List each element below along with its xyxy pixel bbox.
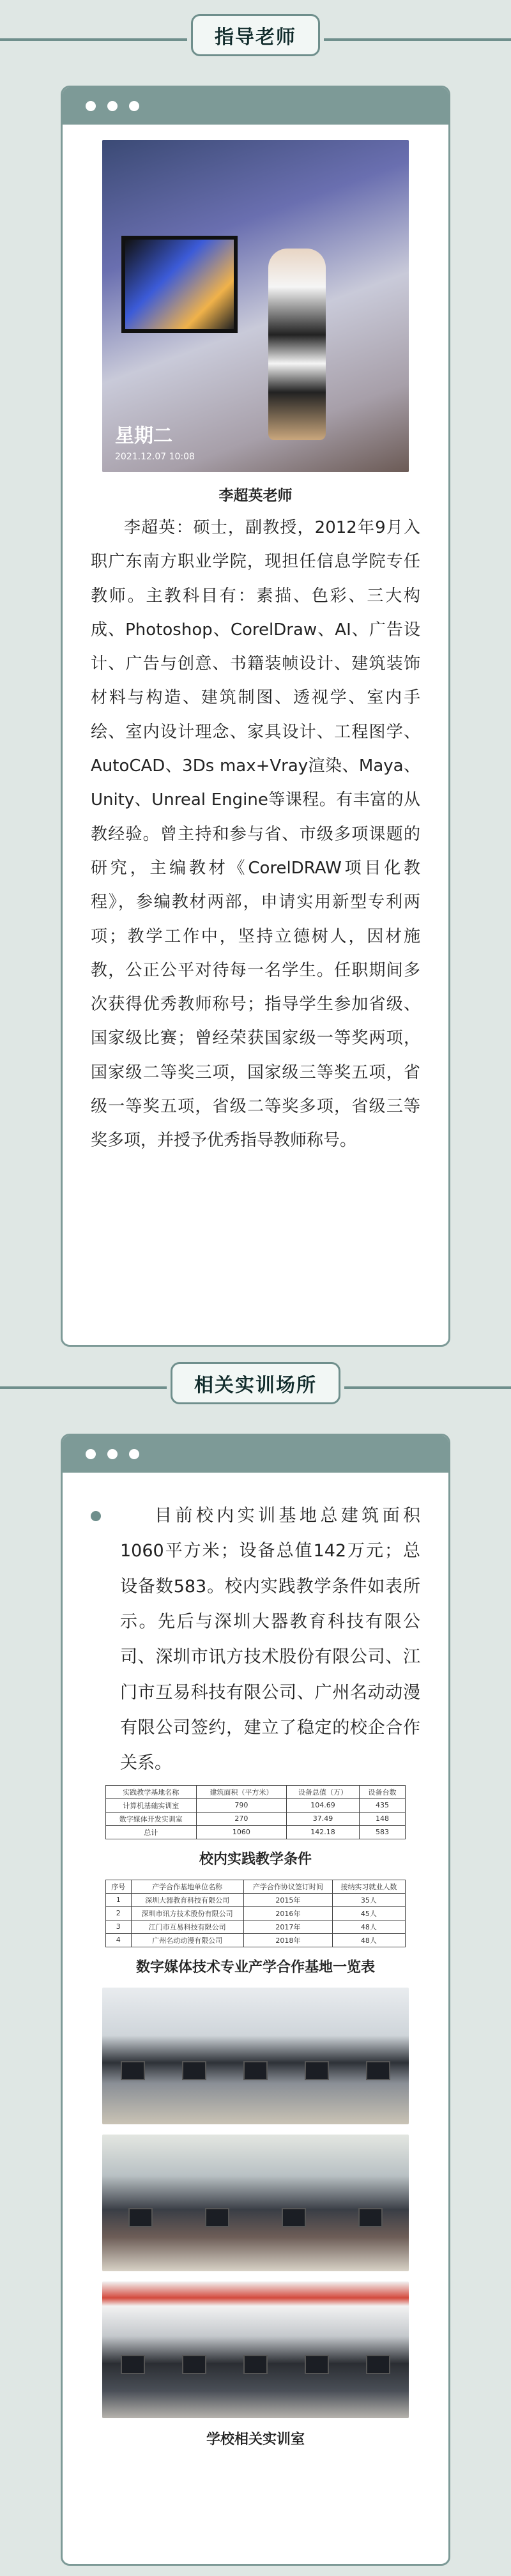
monitor-icon xyxy=(358,2208,383,2227)
bullet-dot-icon xyxy=(91,1511,101,1521)
table-row xyxy=(106,1920,406,1933)
table-cell: 2016年 xyxy=(243,1906,332,1920)
table-header-cell: 接纳实习就业人数 xyxy=(332,1880,405,1893)
table-cell: 583 xyxy=(359,1825,405,1839)
table-cell: 2018年 xyxy=(243,1933,332,1947)
card-header-bar xyxy=(63,88,448,125)
table-cell: 148 xyxy=(359,1812,405,1825)
table-cell: 江门市互易科技有限公司 xyxy=(131,1920,243,1933)
table-header-cell: 实践教学基地名称 xyxy=(106,1785,197,1798)
section-title-pill: 相关实训场所 xyxy=(171,1362,340,1404)
table-header-row xyxy=(106,1880,406,1893)
computer-row xyxy=(102,2197,409,2227)
table-header-cell: 建筑面积（平方米） xyxy=(196,1785,287,1798)
window-dot-icon xyxy=(129,1449,139,1459)
table-cell: 数字媒体开发实训室 xyxy=(106,1812,197,1825)
table-cell: 104.69 xyxy=(287,1798,360,1812)
table-cell: 1 xyxy=(106,1893,132,1906)
monitor-icon xyxy=(305,2061,329,2080)
table-cell: 37.49 xyxy=(287,1812,360,1825)
monitor-icon xyxy=(205,2208,229,2227)
neon-art-frame xyxy=(121,236,238,333)
table-cell: 3 xyxy=(106,1920,132,1933)
monitor-icon xyxy=(305,2355,329,2374)
table-row xyxy=(106,1893,406,1906)
table-cell: 深圳市讯方技术股份有限公司 xyxy=(131,1906,243,1920)
intro-block xyxy=(63,1498,448,1781)
monitor-icon xyxy=(182,2355,206,2374)
table-cell: 2017年 xyxy=(243,1920,332,1933)
window-dot-icon xyxy=(86,1449,96,1459)
section-title-pill: 指导老师 xyxy=(191,14,320,56)
table-cell: 1060 xyxy=(196,1825,287,1839)
section-header-training xyxy=(0,1362,511,1413)
teacher-bio: 李超英：硕士，副教授，2012年9月入职广东南方职业学院，现担任信息学院专任教师。主教科目有：素描、色彩、三大构成、Photoshop、CorelDraw、AI、广告设计、广告与创意、书籍装帧设计、建筑装饰材料与构造、建筑制图、透视学、室内手绘、室内设计理念、家具设计、工程图学、AutoCAD、3Ds max+Vray渲染、Maya、Unity、Unreal Engine等课程。有丰富的从教经验。曾主持和参与省、市级多项课题的研究，主编教材《CorelDRAW项目化教程》，参编教材两部，申请实用新型专利两项；教学工作中，坚持立德树人，因材施教，公正公平对待每一名学生。任职期间多次获得优秀教师称号；指导学生参加省级、国家级比赛；曾经荣获国家级一等奖两项，国家级二等奖三项，国家级三等奖五项，省级一等奖五项，省级二等奖多项，省级三等奖多项，并授予优秀指导教师称号。 xyxy=(91,518,420,1151)
teacher-name-caption: 李超英老师 xyxy=(218,487,293,504)
industry-partner-table xyxy=(105,1880,406,1947)
photo-date-stamp: 2021.12.07 10:08 xyxy=(115,452,195,462)
table-header-cell: 序号 xyxy=(106,1880,132,1893)
photos-caption: 学校相关实训室 xyxy=(206,2431,305,2448)
table-row xyxy=(106,1812,406,1825)
table-caption: 校内实践教学条件 xyxy=(199,1851,312,1867)
training-room-photo xyxy=(102,2281,409,2418)
table-cell: 48人 xyxy=(332,1933,405,1947)
table-cell: 45人 xyxy=(332,1906,405,1920)
table-row xyxy=(106,1798,406,1812)
table-header-row xyxy=(106,1785,406,1798)
computer-row xyxy=(102,2344,409,2374)
teacher-portrait-photo xyxy=(102,140,409,472)
window-dot-icon xyxy=(86,101,96,111)
window-dot-icon xyxy=(107,1449,118,1459)
photo-day-stamp: 星期二 xyxy=(115,425,172,447)
table-cell: 142.18 xyxy=(287,1825,360,1839)
monitor-icon xyxy=(243,2061,268,2080)
table-cell: 2015年 xyxy=(243,1893,332,1906)
table-cell: 48人 xyxy=(332,1920,405,1933)
monitor-icon xyxy=(366,2355,390,2374)
training-intro: 目前校内实训基地总建筑面积1060平方米；设备总值142万元；总设备数583。校内实践教学条件如表所示。先后与深圳大器教育科技有限公司、深圳市讯方技术股份有限公司、江门市互易科技有限公司、广州名动动漫有限公司签约，建立了稳定的校企合作关系。 xyxy=(120,1506,420,1774)
table-header-cell: 设备总值（万） xyxy=(287,1785,360,1798)
monitor-icon xyxy=(128,2208,153,2227)
teacher-card xyxy=(61,86,450,1347)
teacher-figure xyxy=(268,249,326,440)
section-header-teacher xyxy=(0,14,511,65)
table-cell: 总计 xyxy=(106,1825,197,1839)
training-room-photo xyxy=(102,2135,409,2271)
monitor-icon xyxy=(366,2061,390,2080)
table-header-cell: 设备台数 xyxy=(359,1785,405,1798)
card-header-bar xyxy=(63,1436,448,1473)
practice-conditions-table xyxy=(105,1785,406,1839)
table-cell: 435 xyxy=(359,1798,405,1812)
training-card xyxy=(61,1434,450,2566)
table-cell: 270 xyxy=(196,1812,287,1825)
monitor-icon xyxy=(282,2208,306,2227)
table-header-cell: 产学合作基地单位名称 xyxy=(131,1880,243,1893)
table-header-cell: 产学合作协议签订时间 xyxy=(243,1880,332,1893)
window-dot-icon xyxy=(107,101,118,111)
table-row xyxy=(106,1906,406,1920)
table-cell: 2 xyxy=(106,1906,132,1920)
monitor-icon xyxy=(121,2061,145,2080)
table-row xyxy=(106,1933,406,1947)
table-caption: 数字媒体技术专业产学合作基地一览表 xyxy=(135,1959,375,1975)
table-cell: 4 xyxy=(106,1933,132,1947)
table-cell: 35人 xyxy=(332,1893,405,1906)
window-dot-icon xyxy=(129,101,139,111)
training-room-photo xyxy=(102,1988,409,2124)
monitor-icon xyxy=(121,2355,145,2374)
table-cell: 790 xyxy=(196,1798,287,1812)
table-cell: 深圳大器教育科技有限公司 xyxy=(131,1893,243,1906)
table-cell: 计算机基础实训室 xyxy=(106,1798,197,1812)
monitor-icon xyxy=(243,2355,268,2374)
table-cell: 广州名动动漫有限公司 xyxy=(131,1933,243,1947)
table-row xyxy=(106,1825,406,1839)
computer-row xyxy=(102,2050,409,2080)
monitor-icon xyxy=(182,2061,206,2080)
